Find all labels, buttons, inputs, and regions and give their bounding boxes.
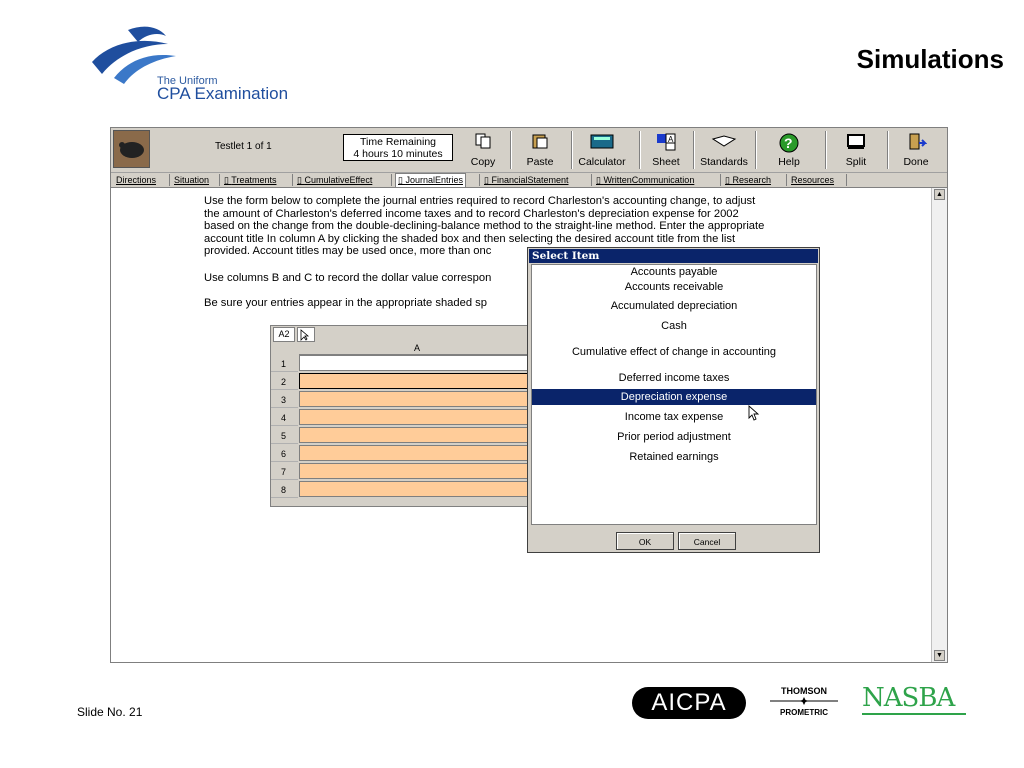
cell-a3[interactable] (299, 391, 531, 407)
row-number: 1 (271, 355, 298, 372)
tab-written-label: WrittenCommunication (603, 175, 695, 185)
help-icon (778, 133, 800, 153)
vertical-scrollbar[interactable] (931, 188, 947, 662)
cell-a6[interactable] (299, 445, 531, 461)
row-number: 2 (271, 373, 298, 390)
thomson-prometric-logo (768, 686, 840, 717)
calculator-icon (589, 133, 615, 149)
row-number: 6 (271, 445, 298, 462)
tab-journal-label: JournalEntries (405, 175, 463, 185)
tab-directions[interactable]: Directions (116, 175, 157, 185)
tab-situation[interactable]: Situation (174, 175, 210, 185)
sheet-button[interactable] (641, 130, 691, 170)
list-item[interactable]: Accounts receivable (624, 281, 724, 293)
cell-a2[interactable] (299, 373, 531, 389)
calculator-label: Calculator (578, 156, 626, 168)
turtle-logo-icon (113, 130, 150, 168)
paste-icon (531, 133, 549, 149)
split-icon (845, 133, 867, 151)
time-remaining (343, 134, 453, 161)
tab-treatments-label: Treatments (231, 175, 277, 185)
help-button[interactable] (761, 130, 817, 170)
tab-financial-label: FinancialStatement (491, 175, 569, 185)
book-icon (710, 133, 738, 149)
instr-line: the amount of Charleston's deferred income taxes and to record Charleston's depreciation expense for 2002 (204, 207, 739, 220)
tab-written-communication[interactable]: ▯ WrittenCommunication (596, 175, 695, 185)
row-number: 3 (271, 391, 298, 408)
sheet-icon (655, 133, 677, 151)
list-item[interactable]: Accumulated depreciation (610, 300, 738, 312)
tab-treatments[interactable]: ▯ Treatments (224, 175, 277, 185)
table-row (271, 391, 532, 408)
cell-a7[interactable] (299, 463, 531, 479)
row-number: 8 (271, 481, 298, 498)
nasba-logo (862, 683, 972, 715)
sheet-label: Sheet (652, 156, 680, 168)
table-row (271, 355, 532, 372)
time-remaining-value: 4 hours 10 minutes (353, 148, 443, 160)
instr-line: account title In column A by clicking the shaded box and then selecting the desired account title from the list (204, 232, 736, 245)
select-item-dialog (527, 247, 820, 553)
logo-text-line2: CPA Examination (157, 84, 289, 103)
row-number: 5 (271, 427, 298, 444)
copy-button[interactable] (461, 130, 505, 170)
list-item[interactable]: Cash (661, 320, 687, 332)
standards-button[interactable] (695, 130, 753, 170)
instr-line: based on the change from the double-declining-balance method to the straight-line method. Enter the appropriate (204, 220, 765, 233)
row-number: 4 (271, 409, 298, 426)
list-item[interactable]: Prior period adjustment (617, 431, 731, 443)
instructions-paragraph-3: Be sure your entries appear in the appropriate shaded sp (204, 297, 487, 309)
instr-line: Use the form below to complete the journal entries required to record Charleston's accounting change, to adjust (204, 195, 756, 207)
pointer-tool-icon[interactable] (297, 327, 315, 342)
table-row (271, 481, 532, 498)
tab-financial-statement[interactable]: ▯ FinancialStatement (484, 175, 569, 185)
slide-title: Simulations (856, 44, 1004, 74)
toolbar (111, 128, 947, 173)
standards-label: Standards (700, 156, 748, 168)
paste-label: Paste (526, 156, 554, 168)
cell-a1[interactable] (299, 355, 531, 371)
row-number: 7 (271, 463, 298, 480)
help-label: Help (778, 156, 800, 168)
copy-icon (474, 133, 492, 149)
cell-a4[interactable] (299, 409, 531, 425)
aicpa-logo-text: AICPA (651, 689, 727, 716)
tab-resources[interactable]: Resources (791, 175, 835, 185)
column-header-a: A (299, 343, 532, 355)
svg-text:?: ? (784, 135, 793, 151)
instructions-paragraph-2: Use columns B and C to record the dollar value correspon (204, 272, 492, 284)
slide-number: Slide No. 21 (77, 705, 143, 719)
done-label: Done (903, 156, 929, 168)
list-item[interactable]: Accounts payable (630, 266, 718, 278)
account-title-list[interactable] (531, 264, 817, 525)
star-divider-icon (768, 696, 840, 706)
cell-a8[interactable] (299, 481, 531, 497)
table-row (271, 445, 532, 462)
svg-text:A: A (668, 135, 674, 144)
scroll-up-icon[interactable]: ▲ (934, 189, 945, 200)
tab-journal-entries[interactable]: ▯ JournalEntries (395, 173, 466, 187)
split-label: Split (845, 156, 867, 168)
ok-button[interactable]: OK (616, 532, 674, 550)
tab-research-label: Research (732, 175, 771, 185)
list-item-selected[interactable]: Depreciation expense (532, 389, 816, 405)
cancel-button[interactable]: Cancel (678, 532, 736, 550)
table-row (271, 427, 532, 444)
thomson-text: THOMSON (781, 686, 827, 696)
time-remaining-label: Time Remaining (359, 136, 437, 148)
table-row (271, 463, 532, 480)
copy-label: Copy (470, 156, 496, 168)
table-row (271, 409, 532, 426)
list-item[interactable]: Deferred income taxes (618, 372, 730, 384)
tab-cumulative-label: CumulativeEffect (304, 175, 373, 185)
dialog-title: Select Item (529, 249, 818, 263)
tab-research[interactable]: ▯ Research (725, 175, 771, 185)
split-button[interactable] (829, 130, 883, 170)
table-row (271, 373, 532, 390)
list-item[interactable]: Cumulative effect of change in accounting (571, 346, 777, 358)
done-button[interactable] (891, 130, 941, 170)
tab-bar (111, 173, 947, 188)
instr-line: provided. Account titles may be used once, more than onc (204, 245, 492, 258)
scroll-down-icon[interactable]: ▼ (934, 650, 945, 661)
aicpa-logo (632, 687, 746, 719)
prometric-text: PROMETRIC (780, 708, 828, 717)
logo-text-line1: The Uniform (157, 75, 218, 87)
list-item[interactable]: Income tax expense (624, 411, 724, 423)
testlet-label: Testlet 1 of 1 (215, 141, 272, 152)
paste-button[interactable] (515, 130, 565, 170)
mouse-pointer-icon (748, 405, 760, 421)
cell-reference: A2 (273, 327, 295, 342)
exit-door-icon (905, 133, 927, 151)
nasba-logo-text: NASBA (862, 683, 955, 713)
calculator-button[interactable] (567, 130, 637, 170)
nasba-underline (862, 713, 966, 715)
journal-entry-sheet (270, 325, 532, 507)
cell-a5[interactable] (299, 427, 531, 443)
list-item[interactable]: Retained earnings (629, 451, 719, 463)
tab-cumulative-effect[interactable]: ▯ CumulativeEffect (297, 175, 373, 185)
